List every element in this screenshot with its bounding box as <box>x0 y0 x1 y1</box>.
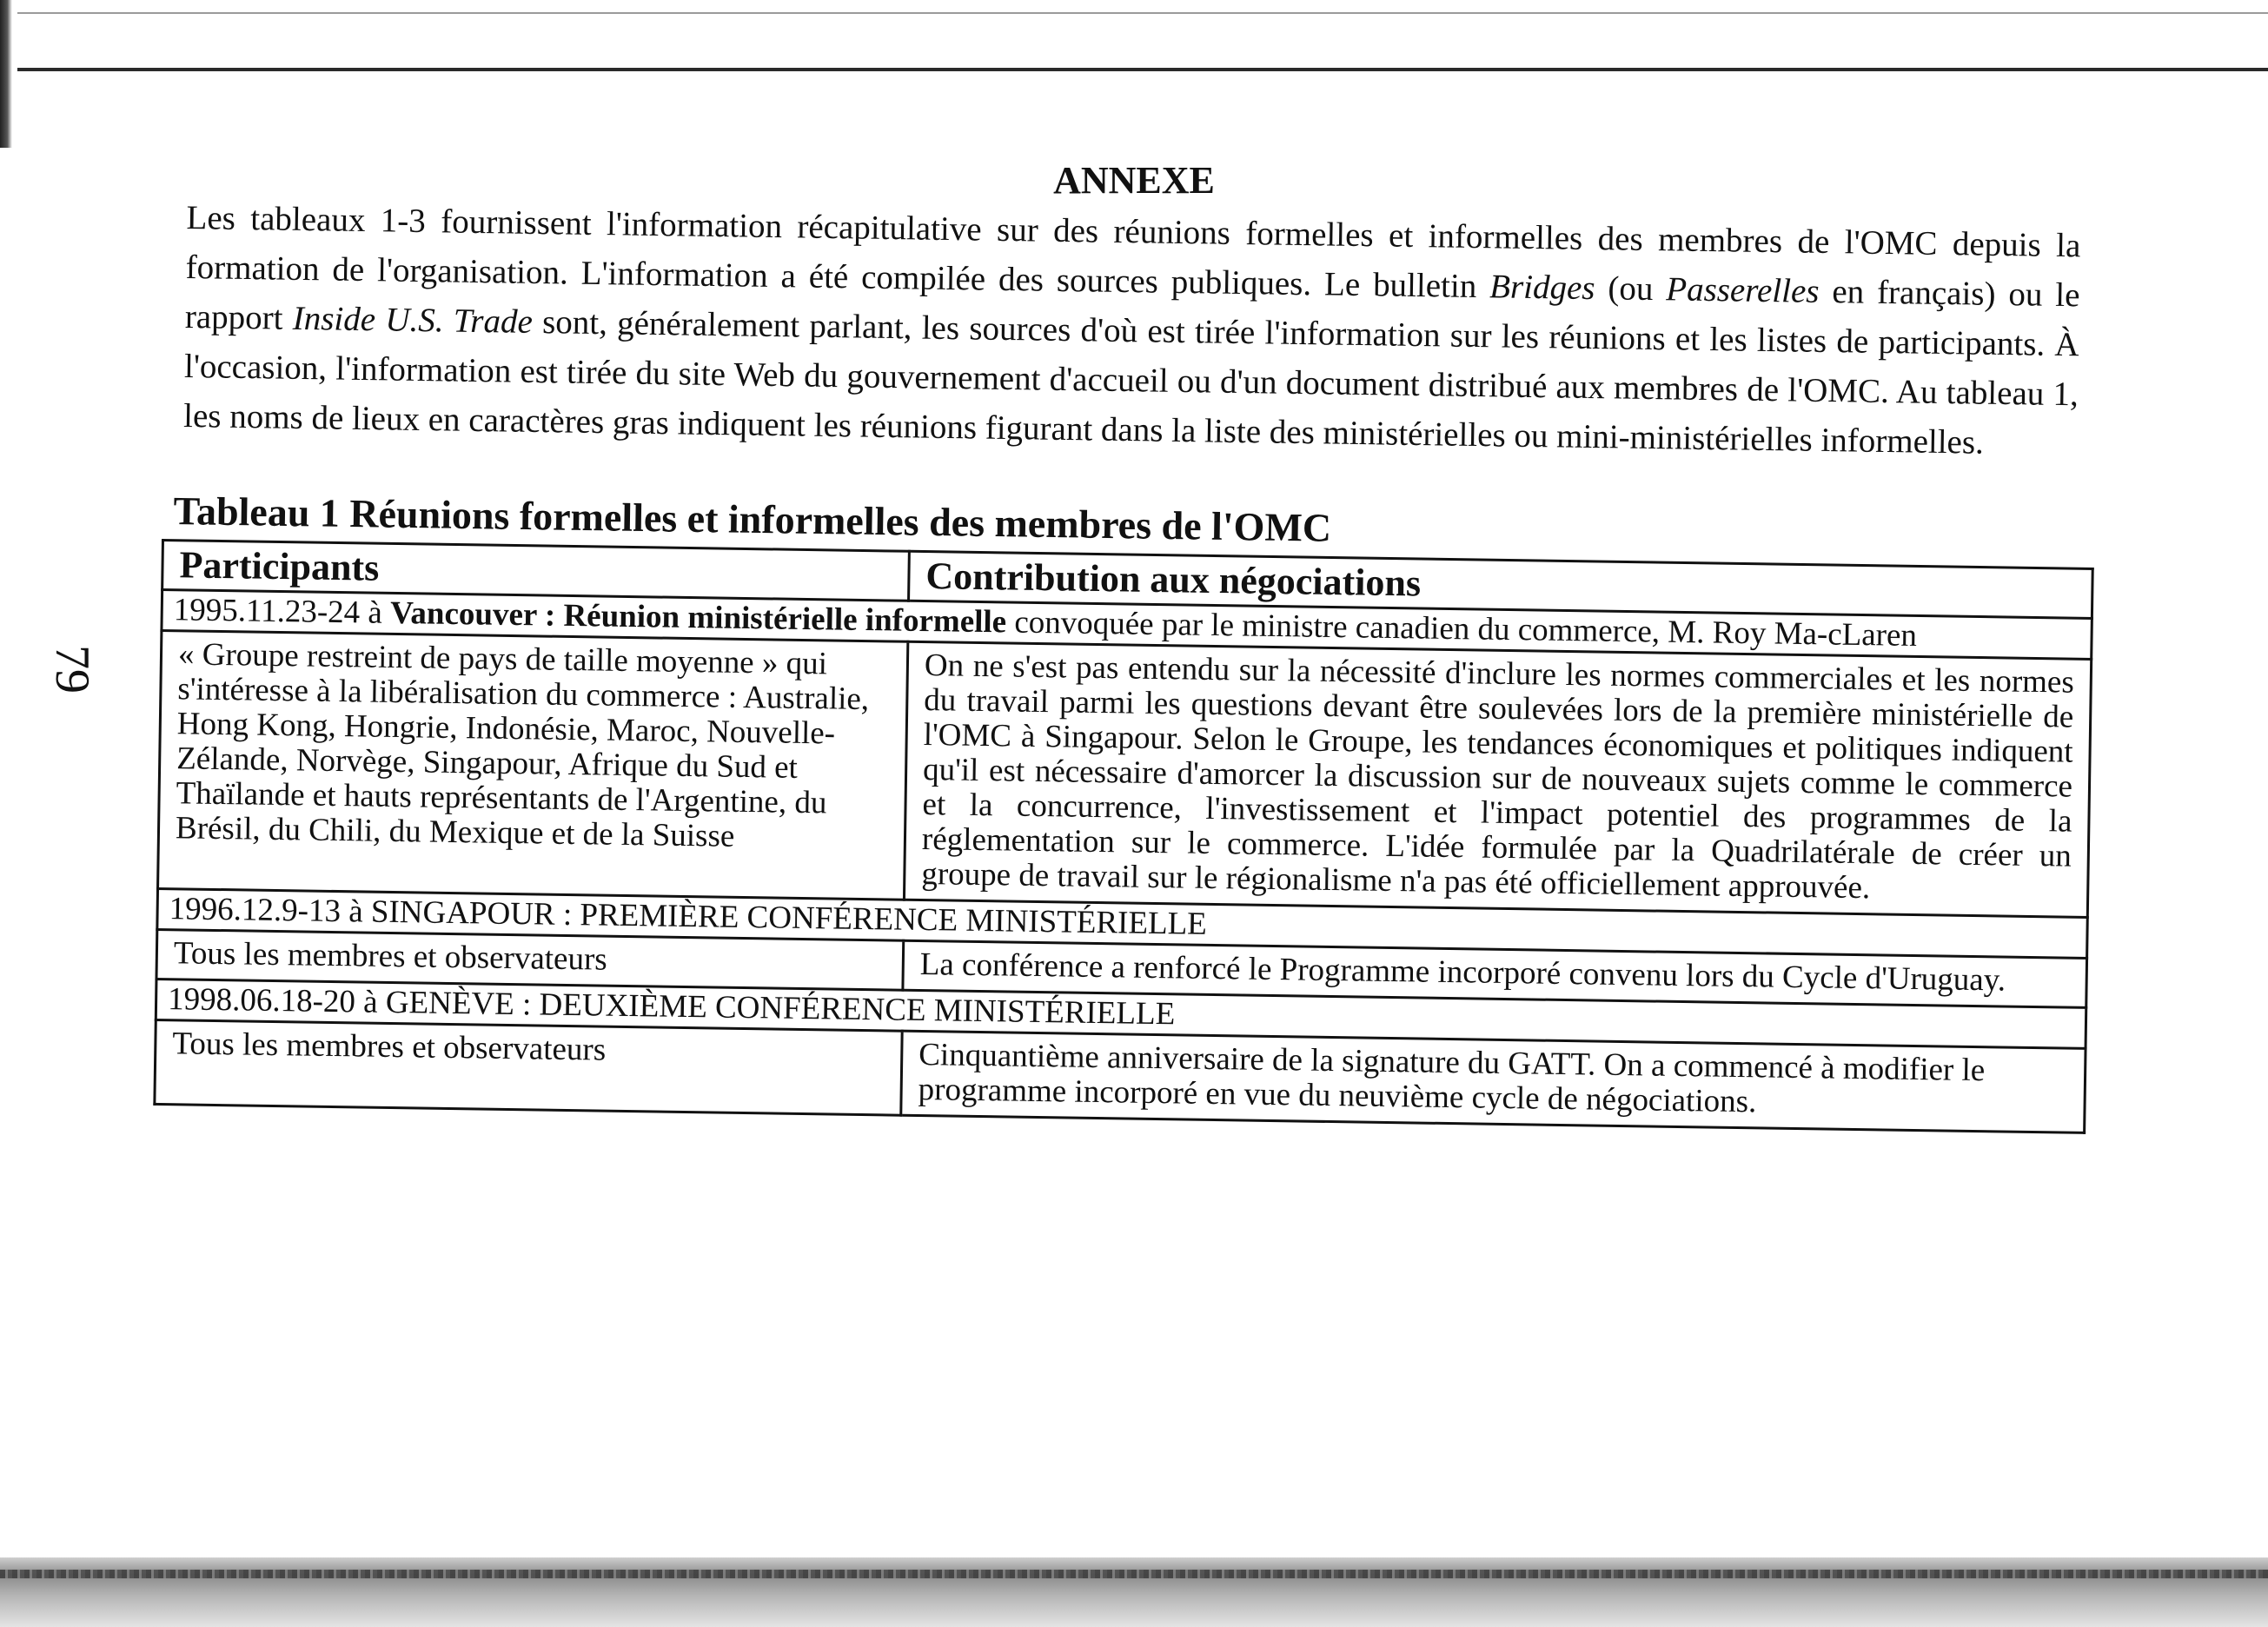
intro-text-4: sont, généralement parlant, les sources d'où est tirée l'information sur les réunions et les listes de participants. À l'occasion, l'information est tirée du site Web du gouvernement d'accueil ou d'un document distribué aux membres de l'OMC. Au tableau 1, les noms de lieux en caractères gras indiquent les réunions figurant dans la liste des ministérielles ou mini-ministérielles informelles. <box>182 302 2079 462</box>
intro-bridges: Bridges <box>1489 268 1595 308</box>
session-title: 1996.12.9-13 à SINGAPOUR : PREMIÈRE CONFÉRENCE MINISTÉRIELLE <box>157 888 2087 958</box>
page-number: 79 <box>45 645 99 694</box>
contribution-cell: On ne s'est pas entendu sur la nécessité d'inclure les normes commerciales et les normes du travail parmi les questions devant être soulevées lors de la première ministérielle de l'OMC à Singapour. Selon le Groupe, les tendances économiques et politiques indiquent qu'il est nécessaire d'amorcer la discussion sur de nouveaux sujets comme le commerce et la concurrence, l'investissement et l'impact potentiel des programmes de la réglementation sur le commerce. L'idée formulée par la Quadrilatérale de créer un groupe de travail sur le régionalisme n'a pas été officiellement approuvée. <box>904 641 2091 917</box>
header-contribution: Contribution aux négociations <box>909 551 2093 618</box>
contribution-cell: La conférence a renforcé le Programme incorporé convenu lors du Cycle d'Uruguay. <box>903 940 2087 1007</box>
intro-text-1: Les tableaux 1-3 fournissent l'information récapitulative sur des réunions formelles et informelles des membres de l'OMC depuis la formation de l'organisation. L'information a été compilée des sources publiques. Le bulletin <box>185 198 2081 306</box>
intro-paragraph <box>183 193 2081 468</box>
annex-heading: ANNEXE <box>1053 159 1215 202</box>
participants-cell: Tous les membres et observateurs <box>155 1019 902 1115</box>
session-description: convoquée par le ministre canadien du commerce, M. Roy Ma-cLaren <box>1005 604 1918 654</box>
session-date: 1995.11.23-24 à <box>173 592 391 631</box>
scan-top-thin-line <box>17 12 2268 14</box>
intro-text-2: (ou <box>1595 269 1667 309</box>
intro-inside-trade: Inside U.S. Trade <box>292 299 534 341</box>
meetings-table-wrap <box>153 539 2093 1134</box>
scan-top-rule <box>17 68 2268 71</box>
scan-left-edge <box>0 0 12 148</box>
participants-cell: « Groupe restreint de pays de taille moyenne » qui s'intéresse à la libéralisation du commerce : Australie, Hong Kong, Hongrie, Indonésie, Maroc, Nouvelle-Zélande, Norvège, Singapour, Afrique du Sud et Thaïlande et hauts représentants de l'Argentine, du Brésil, du Chili, du Mexique et de la Suisse <box>158 631 908 900</box>
scan-bottom-edge <box>0 1557 2268 1627</box>
intro-text-3: en français) ou le rapport <box>184 272 2080 337</box>
contribution-cell: Cinquantième anniversaire de la signature du GATT. On a commencé à modifier le programme incorporé en vue du neuvième cycle de négociations. <box>901 1031 2086 1132</box>
scan-top-border <box>0 0 2268 71</box>
meetings-table <box>153 539 2093 1134</box>
session-title: 1998.06.18-20 à GENÈVE : DEUXIÈME CONFÉRENCE MINISTÉRIELLE <box>156 979 2086 1048</box>
participants-cell: Tous les membres et observateurs <box>156 929 904 990</box>
header-participants: Participants <box>162 541 910 601</box>
table-title: Tableau 1 Réunions formelles et informelles des membres de l'OMC <box>173 488 1332 550</box>
session-location-bold: Vancouver : Réunion ministérielle informelle <box>389 594 1007 641</box>
intro-passerelles: Passerelles <box>1666 270 1820 310</box>
table-row <box>158 631 2092 918</box>
